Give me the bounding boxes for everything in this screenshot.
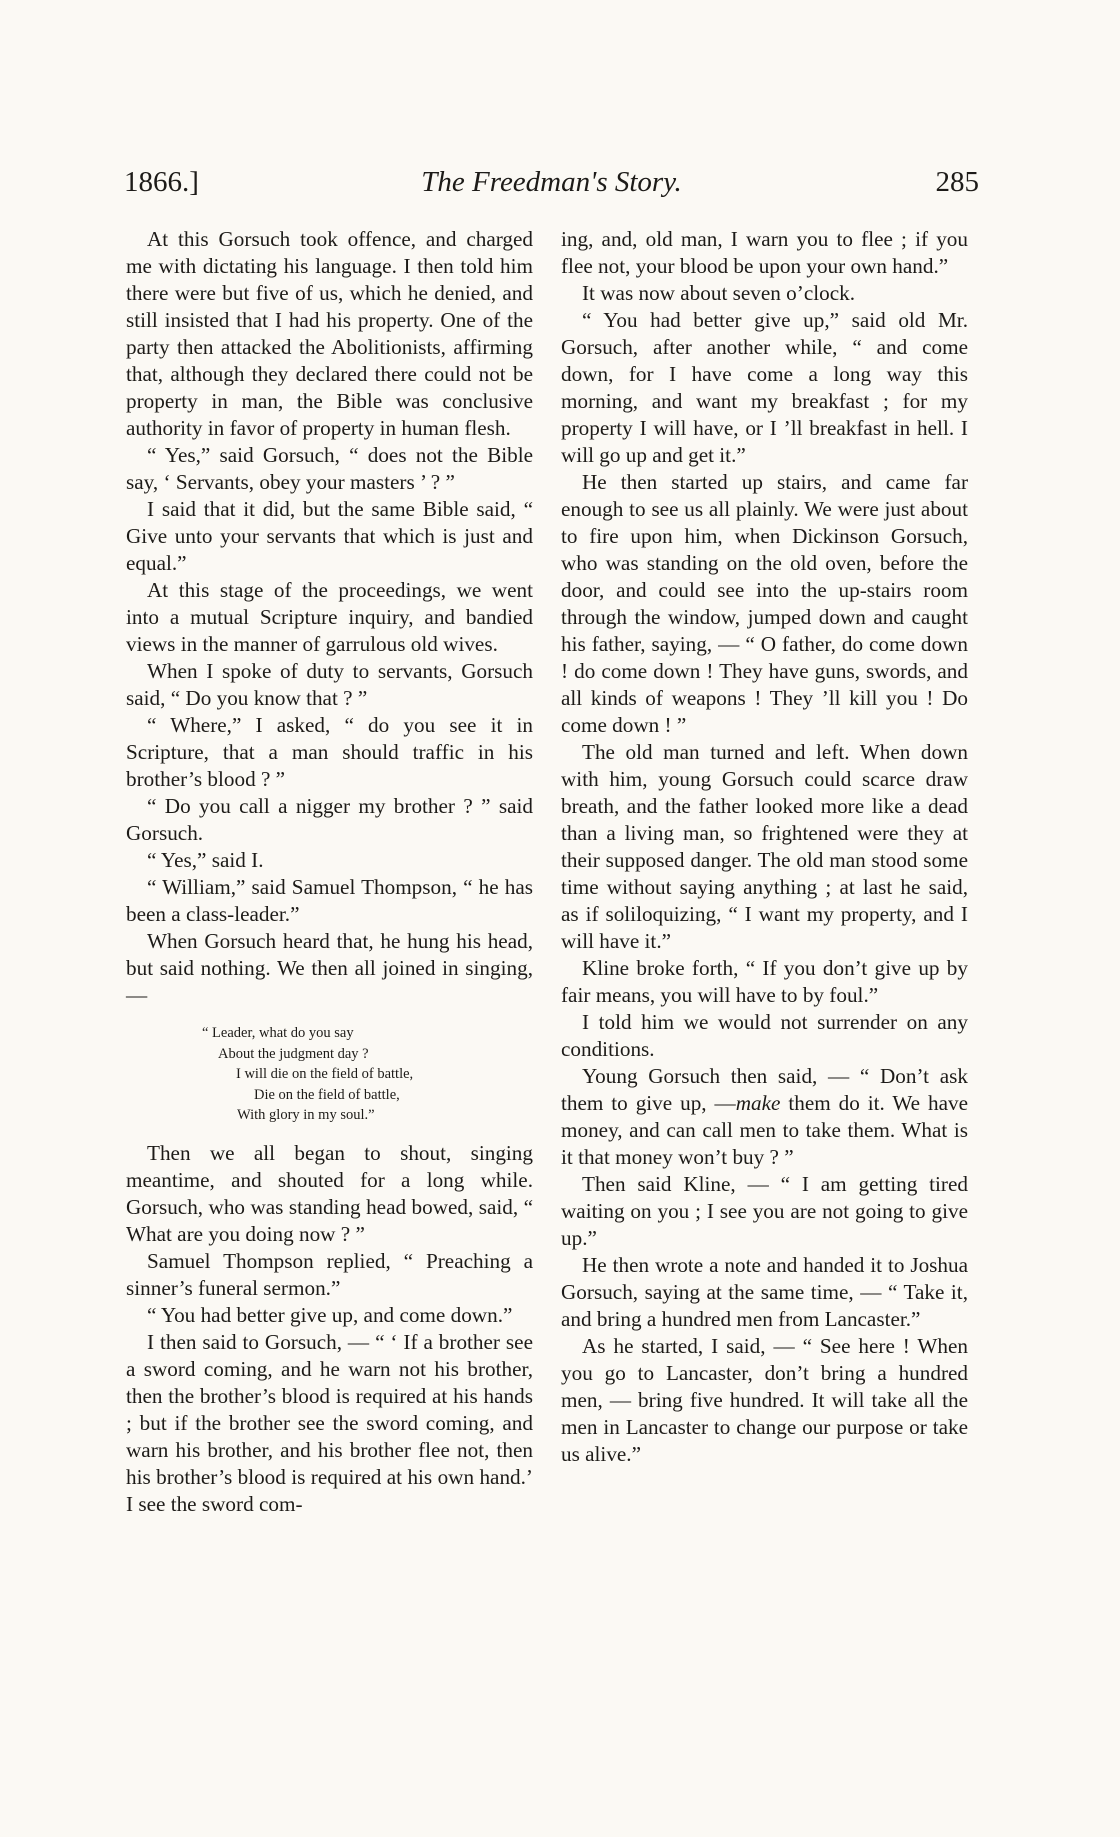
running-header: [124, 166, 979, 210]
verse-line: I will die on the field of battle,: [236, 1066, 414, 1082]
verse-line: With glory in my soul.”: [237, 1107, 375, 1123]
verse-line: “ Leader, what do you say: [202, 1025, 354, 1041]
paragraph: At this Gorsuch took offence, and charged me with dictating his language. I then told him there were but five of us, which he denied, and still insisted that I had his property. One of the party then attacked the Abolitionists, affirming that, although they declared there could not be property in man, the Bible was conclusive authority in favor of property in human flesh.: [126, 227, 533, 440]
paragraph: I said that it did, but the same Bible said, “ Give unto your servants that which is just and equal.”: [126, 497, 533, 575]
paragraph: “ You had better give up,” said old Mr. Gorsuch, after another while, “ and come down, for I have come a long way this morning, and want my breakfast ; for my property I will have, or I ’ll breakfast in hell. I will go up and get it.”: [561, 308, 968, 467]
right-column: [561, 226, 968, 1468]
paragraph: At this stage of the proceedings, we went into a mutual Scripture inquiry, and bandied views in the manner of garrulous old wives.: [126, 578, 533, 656]
paragraph: I told him we would not surrender on any conditions.: [561, 1010, 968, 1061]
left-column: [126, 226, 533, 1518]
header-title: The Freedman's Story.: [421, 166, 682, 198]
paragraph: “ Yes,” said Gorsuch, “ does not the Bible say, ‘ Servants, obey your masters ’ ? ”: [126, 443, 533, 494]
hymn-verse: [126, 1023, 533, 1126]
paragraph: As he started, I said, — “ See here ! When you go to Lancaster, don’t bring a hundred men, — bring five hundred. It will take all the men in Lancaster to change our purpose or take us alive.”: [561, 1334, 968, 1466]
verse-line: About the judgment day ?: [218, 1045, 369, 1062]
paragraph: When Gorsuch heard that, he hung his head, but said nothing. We then all joined in singing, —: [126, 929, 533, 1007]
paragraph: “ You had better give up, and come down.”: [147, 1302, 513, 1327]
paragraph: “ William,” said Samuel Thompson, “ he has been a class-leader.”: [126, 875, 533, 926]
text-run: Young Gorsuch then said, — “ Don’t ask them to give up, —: [561, 1064, 968, 1115]
paragraph: Samuel Thompson replied, “ Preaching a sinner’s funeral sermon.”: [126, 1248, 533, 1300]
paragraph: “ Do you call a nigger my brother ? ” said Gorsuch.: [126, 794, 533, 845]
text-run: them do it. We have money, and can call men to take them. What is it that money won’t buy ? ”: [561, 1091, 968, 1169]
verse-line: Die on the field of battle,: [254, 1086, 400, 1103]
header-year: 1866.]: [124, 166, 199, 198]
paragraph: Kline broke forth, “ If you don’t give up by fair means, you will have to by foul.”: [561, 956, 968, 1007]
paragraph: When I spoke of duty to servants, Gorsuch said, “ Do you know that ? ”: [126, 659, 533, 710]
paragraph: I then said to Gorsuch, — “ ‘ If a brother see a sword coming, and he warn not his brother, then the brother’s blood is required at his hands ; but if the brother see the sword coming, and warn his brother, and his brother flee not, then his brother’s blood is required at his own hand.’ I see the sword com-: [126, 1329, 533, 1516]
page-number: 285: [935, 166, 979, 198]
emphasis: make: [735, 1091, 781, 1115]
paragraph: Then said Kline, — “ I am getting tired waiting on you ; I see you are not going to give up.”: [561, 1172, 968, 1250]
paragraph: [561, 1063, 968, 1171]
paragraph: “ Yes,” said I.: [147, 848, 264, 872]
paragraph: It was now about seven o’clock.: [582, 281, 856, 305]
paragraph: The old man turned and left. When down with him, young Gorsuch could scarce draw breath, and the father looked more like a dead than a living man, so frightened were they at their supposed danger. The old man stood some time without saying anything ; at last he said, as if soliloquizing, “ I want my property, and I will have it.”: [561, 740, 968, 953]
paragraph: He then started up stairs, and came far enough to see us all plainly. We were just about to fire upon him, when Dickinson Gorsuch, who was standing on the old oven, before the door, and could see into the up-stairs room through the window, jumped down and caught his father, saying, — “ O father, do come down ! do come down ! They have guns, swords, and all kinds of weapons ! They ’ll kill you ! Do come down ! ”: [561, 470, 968, 737]
paragraph: “ Where,” I asked, “ do you see it in Scripture, that a man should traffic in his brother’s blood ? ”: [126, 713, 533, 791]
paragraph: Then we all began to shout, singing meantime, and shouted for a long while. Gorsuch, who was standing head bowed, said, “ What are you doing now ? ”: [126, 1140, 533, 1246]
paragraph: ing, and, old man, I warn you to flee ; if you flee not, your blood be upon your own hand.”: [561, 227, 968, 278]
paragraph: He then wrote a note and handed it to Joshua Gorsuch, saying at the same time, — “ Take it, and bring a hundred men from Lancaster.”: [561, 1253, 968, 1331]
